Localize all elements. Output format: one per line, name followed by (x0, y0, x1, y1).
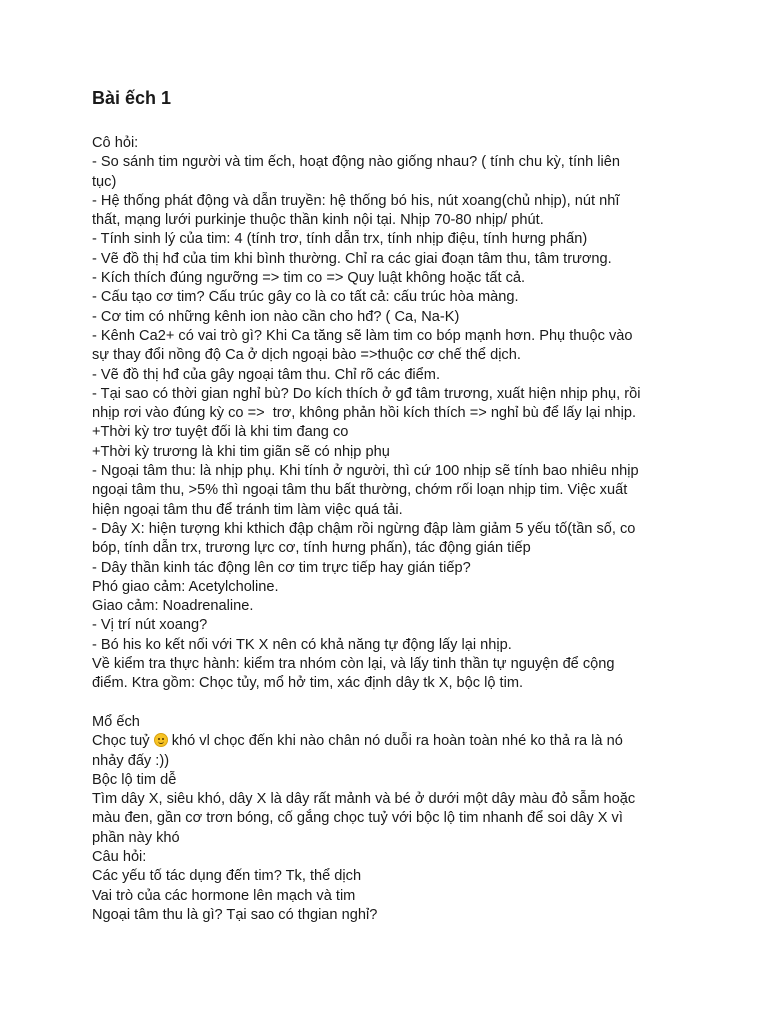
text-line: thất, mạng lưới purkinje thuộc thần kinh nội tại. Nhịp 70-80 nhịp/ phút. (92, 212, 544, 229)
text-line: Ngoại tâm thu là gì? Tại sao có thgian nghỉ? (92, 906, 378, 923)
text-fragment: khó vl chọc đến khi nào chân nó duỗi ra hoàn toàn nhé ko thả ra là nó (167, 733, 623, 750)
text-line: - Tại sao có thời gian nghỉ bù? Do kích thích ở gđ tâm trương, xuất hiện nhịp phụ, rồi (92, 385, 641, 402)
text-line: phần này khó (92, 829, 180, 846)
text-line: Bộc lộ tim dễ (92, 771, 177, 788)
text-line: - Vẽ đồ thị hđ của gây ngoại tâm thu. Chỉ rõ các điểm. (92, 366, 441, 383)
text-line: - Cấu tạo cơ tim? Cấu trúc gây co là co tất cả: cấu trúc hòa màng. (92, 289, 519, 306)
text-line: sự thay đổi nồng độ Ca ở dịch ngoại bào =>thuộc cơ chế thể dịch. (92, 347, 521, 364)
text-line: hiện ngoại tâm thu để tránh tim làm việc quá tải. (92, 501, 403, 518)
text-line: - Cơ tim có những kênh ion nào cần cho hđ? ( Ca, Na-K) (92, 308, 460, 325)
text-line: - Hệ thống phát động và dẫn truyền: hệ thống bó his, nút xoang(chủ nhịp), nút nhĩ (92, 192, 620, 209)
paragraph-gap (92, 694, 682, 713)
text-line: nhịp rơi vào đúng kỳ co => trơ, không phản hồi kích thích => nghỉ bù để lấy lại nhịp. (92, 405, 637, 422)
text-line: - Tính sinh lý của tim: 4 (tính trơ, tính dẫn trx, tính nhịp điệu, tính hưng phấn) (92, 231, 588, 248)
section-heading: Mổ ếch (92, 713, 140, 730)
text-line: - Dây thần kinh tác động lên cơ tim trực tiếp hay gián tiếp? (92, 559, 471, 576)
text-line: - Ngoại tâm thu: là nhịp phụ. Khi tính ở người, thì cứ 100 nhịp sẽ tính bao nhiêu nhịp (92, 463, 639, 480)
text-line: Tìm dây X, siêu khó, dây X là dây rất mảnh và bé ở dưới một dây màu đỏ sẫm hoặc (92, 791, 636, 808)
text-line: nhảy đấy :)) (92, 752, 170, 769)
text-fragment: Chọc tuỷ (92, 733, 154, 750)
text-line: Cô hỏi: (92, 135, 139, 151)
dissection-notes (92, 752, 682, 926)
text-line (92, 732, 682, 751)
text-line: điểm. Ktra gồm: Chọc tủy, mổ hở tim, xác định dây tk X, bộc lộ tim. (92, 675, 524, 692)
document-title: Bài ếch 1 (92, 88, 172, 108)
text-line: - Dây X: hiện tượng khi kthich đập chậm rồi ngừng đập làm giảm 5 yếu tố(tần số, co (92, 520, 636, 537)
text-line: Phó giao cảm: Acetylcholine. (92, 578, 279, 595)
text-line: bóp, tính dẫn trx, trương lực cơ, tính hưng phấn), tác động gián tiếp (92, 540, 531, 557)
text-line: - Bó his ko kết nối với TK X nên có khả năng tự động lấy lại nhịp. (92, 636, 512, 653)
smiley-face-icon (154, 733, 168, 747)
text-line: màu đen, gần cơ trơn bóng, cố gắng chọc tuỷ với bộc lộ tim nhanh để soi dây X vì (92, 810, 623, 827)
text-line: - So sánh tim người và tim ếch, hoạt động nào giống nhau? ( tính chu kỳ, tính liên (92, 154, 621, 171)
text-line: Câu hỏi: (92, 848, 147, 865)
document-body (92, 134, 682, 925)
text-line: - Vẽ đồ thị hđ của tim khi bình thường. Chỉ ra các giai đoạn tâm thu, tâm trương. (92, 250, 612, 267)
text-line: - Kênh Ca2+ có vai trò gì? Khi Ca tăng sẽ làm tim co bóp mạnh hơn. Phụ thuộc vào (92, 327, 633, 344)
text-line: - Kích thích đúng ngưỡng => tim co => Quy luật không hoặc tất cả. (92, 270, 526, 287)
question-notes (92, 134, 682, 694)
text-line: Giao cảm: Noadrenaline. (92, 598, 254, 615)
text-line: - Vị trí nút xoang? (92, 617, 208, 634)
text-line: Vai trò của các hormone lên mạch và tim (92, 887, 356, 904)
text-line: +Thời kỳ trơ tuyệt đối là khi tim đang co (92, 424, 349, 441)
text-line: Về kiểm tra thực hành: kiểm tra nhóm còn lại, và lấy tinh thần tự nguyện để cộng (92, 656, 615, 673)
text-line: ngoại tâm thu, >5% thì ngoại tâm thu bất thường, chớm rối loạn nhịp tim. Việc xuất (92, 482, 628, 499)
text-line: tục) (92, 173, 117, 190)
text-line: +Thời kỳ trương là khi tim giãn sẽ có nhịp phụ (92, 443, 390, 460)
text-line: Các yếu tố tác dụng đến tim? Tk, thể dịch (92, 868, 362, 885)
